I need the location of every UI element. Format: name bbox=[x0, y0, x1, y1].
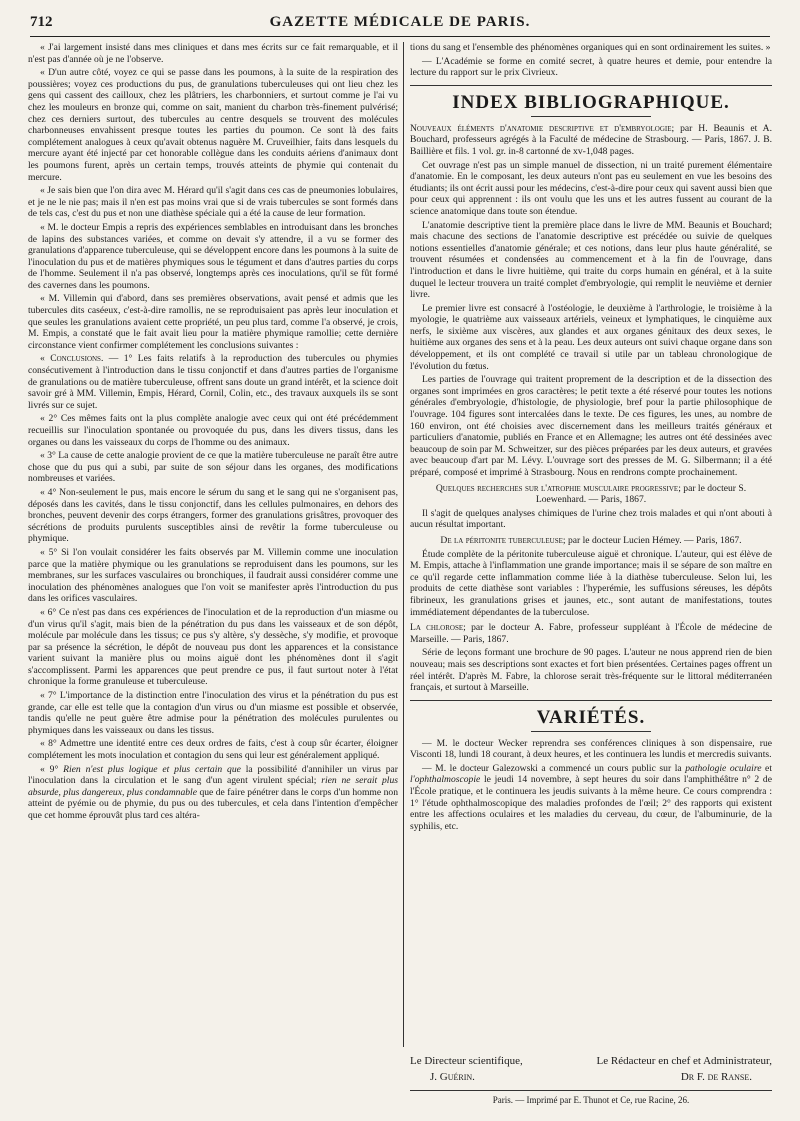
right-paragraph: — M. le docteur Wecker reprendra ses conférences cliniques à son dispensaire, rue Visconti 18, lundi 18 courant, à deux heures, et les continuera les lundis et mercredis suivants. bbox=[410, 737, 772, 761]
section-rule bbox=[410, 85, 772, 86]
text-run: la possibilité d'annihiler un virus par l'inoculation dans la circulation et le sang d'un agent virulent spécial; bbox=[28, 763, 398, 787]
left-paragraph: « 7° L'importance de la distinction entre l'inoculation des virus et la pénétration du pus est grande, car elle est telle que la contagion d'un virus ou d'un miasme est possible et observée, tandis qu'elle ne peut guère être admise pour la pénétration des molécules purulentes ou phymiques dans les vaisseaux ou dans les tissus. bbox=[28, 690, 398, 736]
book-title: De la péritonite tuberculeuse bbox=[440, 534, 563, 546]
right-paragraph: — L'Académie se forme en comité secret, à quatre heures et demie, pour entendre la lecture du rapport sur le prix Civrieux. bbox=[410, 55, 772, 79]
right-paragraph: Il s'agit de quelques analyses chimiques de l'urine chez trois malades et qui n'ont abouti à aucun résultat important. bbox=[410, 507, 772, 531]
left-paragraph: « 8° Admettre une identité entre ces deux ordres de faits, c'est à coup sûr écarter, éloigner complétement les mots inoculation et contagion du sens qui leur est généralement appliqué. bbox=[28, 738, 398, 762]
printer-imprint: Paris. — Imprimé par E. Thunot et Ce, rue Racine, 26. bbox=[492, 1095, 690, 1105]
left-paragraph: « D'un autre côté, voyez ce qui se passe dans les poumons, à la suite de la respiration des poussières; voyez ces productions du pus, de granulations tuberculeuses qui ont lieu chez les gens qui cassent des cailloux, chez les plâtriers, les charbonniers, et surtout comme je l'ai vu chez les mouleurs en bronze qui, comme on sait, manient du charbon très-finement pulvérisé; chez ces derniers surtout, des tubercules au centre desquels se trouvent des molécules charbonneuses envahissent presque toutes les parties du poumon. Ce sont là des faits complétement analogues à ceux qu'avait obtenus naguère M. Cruveilhier, faits dans lesquels du mercure ayant été injecté par cet honorable collègue dans les conduits aériens d'animaux dont les poumons furent, après un certain temps, trouvés atteints de phymie qui contenait du mercure. bbox=[28, 67, 398, 183]
book-title: La chlorose bbox=[410, 622, 464, 634]
book-entry-head bbox=[410, 535, 772, 547]
conclusions-text: — 1° Les faits relatifs à la reproduction des tubercules ou phymies consécutivement à l'introduction dans le tissu conjonctif et dans d'autres parties de l'organisme de granulations ou de matière tuberculeuse, offrent sans doute un grand intérêt, et la science doit savoir gré à MM. Villemin, Empis, Hérard, Cornil, Colin, etc., des travaux auxquels ils se sont livrés sur ce sujet. bbox=[28, 353, 398, 411]
text-run: « 9° bbox=[40, 763, 64, 775]
editor-label: Le Rédacteur en chef et Administrateur, bbox=[596, 1055, 772, 1067]
section-rule bbox=[410, 700, 772, 701]
footer-rule bbox=[410, 1090, 772, 1091]
journal-title: GAZETTE MÉDICALE DE PARIS. bbox=[269, 14, 531, 30]
book-entry-head bbox=[410, 622, 772, 645]
left-paragraph: « J'ai largement insisté dans mes cliniques et dans mes écrits sur ce fait remarquable, et il n'est pas d'année où je ne l'observe. bbox=[28, 42, 398, 65]
right-paragraph: Série de leçons formant une brochure de 90 pages. L'auteur ne nous apprend rien de bien nouveau; mais ses descriptions sont exactes et fort bien présentées. Certaines pages offrent un réel intérêt. D'après M. Fabre, la chlorose serait très-fréquente sur le littoral méditerranéen français, et surtout à Marseille. bbox=[410, 647, 772, 694]
editor-name: Dr F. de Ranse. bbox=[680, 1071, 752, 1083]
left-paragraph: « 2° Ces mêmes faits ont la plus complète analogie avec ceux qui ont été précédemment recueillis sur l'inoculation spontanée ou provoquée du pus, dans les divers tissus, dans les organes ou dans les vaisseaux du corps de l'homme ou des animaux. bbox=[28, 413, 398, 448]
italic-run: pathologie oculaire bbox=[685, 762, 762, 774]
conclusions-paragraph bbox=[28, 353, 398, 411]
book-details: ; par le docteur A. Fabre, professeur suppléant à l'École de médecine de Marseille. — Paris, 1867. bbox=[410, 622, 772, 645]
book-details: ; par le docteur Lucien Hémey. — Paris, 1867. bbox=[562, 534, 742, 546]
book-entry-head bbox=[410, 123, 772, 158]
italic-run: l'ophthalmoscopie bbox=[410, 774, 481, 786]
book-title: Nouveaux éléments d'anatomie descriptive et d'embryologie bbox=[410, 122, 672, 134]
title-rule bbox=[531, 731, 651, 732]
italic-run: Rien n'est plus logique et plus certain que bbox=[63, 763, 241, 775]
director-name: J. Guérin. bbox=[430, 1071, 475, 1083]
right-paragraph: tions du sang et l'ensemble des phénomènes organiques qui en sont ordinairement les suites. » bbox=[410, 42, 771, 53]
left-paragraph: « M. Villemin qui d'abord, dans ses premières observations, avait pensé et admis que les tubercules dits caséeux, c'est-à-dire ramollis, ne se reproduisaient pas après leur inoculation et que seules les granulations avaient cette propriété, un peu plus tard, comme l'a observé, je crois, M. Empis, a constaté que le fait avait lieu pour la matière phymique ramollie; cette dernière circonstance vient confirmer complétement les conclusions suivantes : bbox=[28, 293, 398, 351]
text-run: — M. le docteur Galezowski a commencé un cours public sur la bbox=[422, 762, 686, 774]
book-details: ; par H. Beaunis et A. Bouchard, professeurs agrégés à la Faculté de médecine de Strasbourg. — Paris, 1867. J. B. Baillière et fils. 1 vol. gr. in-8 cartonné de xv-1,048 pages. bbox=[410, 122, 772, 157]
italic-run: rien ne serait plus absurde, plus dangereux, plus condamnable bbox=[28, 775, 398, 798]
right-paragraph: Cet ouvrage n'est pas un simple manuel de dissection, ni un traité purement élémentaire d'anatomie. En le composant, les deux auteurs n'ont pas eu seulement en vue les besoins des étudiants; ils ont écrit aussi pour les médecins, c'est-à-dire pour ceux qui savent aussi bien que pour ceux qui apprennent : ils ont voulu que les uns et les autres fussent au courant de la science anatomique dans toute son étendue. bbox=[410, 159, 772, 217]
director-label: Le Directeur scientifique, bbox=[410, 1055, 523, 1067]
page-number: 712 bbox=[30, 14, 53, 30]
text-run: et bbox=[761, 762, 772, 774]
right-paragraph: Les parties de l'ouvrage qui traitent proprement de la description et de la dissection des organes sont imprimées en gros caractères; le petit texte a été réservé pour toutes les notions générales d'embryologie, d'histologie, de physiologie, bref pour la partie philosophique de l'ouvrage. 104 figures sont intercalées dans le texte. De ces figures, les unes, au nombre de 160 environ, ont été choisies avec discernement dans les meilleurs traités généraux et particuliers d'anatomie, publiés en France et en Allemagne; les autres ont été dessinées avec beaucoup de soin par M. Schweitzer, sur des pièces préparées par les deux auteurs, et gravées avec beaucoup d'art par M. Lévy. L'ouvrage sort des presses de M. G. Silbermann; il a été préparé, composé et imprimé à Strasbourg. Nous en rendrons compte prochainement. bbox=[410, 374, 772, 478]
right-paragraph: L'anatomie descriptive tient la première place dans le livre de MM. Beaunis et Bouchard; mais chacune des sections de l'anatomie descriptive est précédée ou suivie de quelques notions essentielles d'anatomie générale; et ces notions, dans leur plus haute généralité, se trouvent résumées et condensées au commencement et à la fin de l'ouvrage, dans l'introduction et dans le livre huitième, qui traite du corps humain en général, et à la suite duquel le lecteur trouvera un traité complet d'embryologie, qui remplit le neuvième et dernier livre. bbox=[410, 219, 772, 301]
right-paragraph: Le premier livre est consacré à l'ostéologie, le deuxième à l'arthrologie, le troisième à la myologie, le quatrième aux vaisseaux artériels, veineux et lymphatiques, le cinquième aux nerfs, le sixième aux viscères, aux glandes et aux organes génitaux des deux sexes, le huitième aux organes des sens et à la peau. Les deux auteurs ont suivi chaque organe dans son développement, et ils ont complété ce travail si utile par un tableau chronologique de l'évolution du fœtus. bbox=[410, 302, 772, 372]
right-column bbox=[410, 42, 772, 1047]
title-rule bbox=[531, 116, 651, 117]
left-paragraph: « 5° Si l'on voulait considérer les faits observés par M. Villemin comme une inoculation parce que la matière phymique ou les granulations se reproduisent dans les poumons, sur les membranes, sur les surfaces vasculaires ou bronchiques, il faudrait aussi considérer comme une inoculation des phénomènes analogues que l'on voit se manifester après l'introduction du pus dans les orifices vasculaires. bbox=[28, 546, 398, 605]
signature-block bbox=[410, 1055, 772, 1083]
left-paragraph: « Je sais bien que l'on dira avec M. Hérard qu'il s'agit dans ces cas de pneumonies lobulaires, et je ne le nie pas; mais il n'en est pas moins vrai que si de vrais tubercules se sont formés dans de tels cas, c'est du pus et non une diathèse spéciale qui a été la cause de leur formation. bbox=[28, 185, 398, 220]
left-paragraph bbox=[28, 764, 398, 822]
page-header bbox=[30, 10, 770, 37]
left-paragraph: « 4° Non-seulement le pus, mais encore le sérum du sang et le sang qui ne s'organisent pas, déposés dans les cavités, dans le tissu conjonctif, dans les cellules pulmonaires, en dehors des bronches, peuvent devenir des corps étrangers, former des granulations grisâtres, provoquer des sécrétions de produits purulents susceptibles ainsi de revêtir la forme tuberculeuse ou phymique. bbox=[28, 486, 398, 545]
right-paragraph: Étude complète de la péritonite tuberculeuse aiguë et chronique. L'auteur, qui est élève de M. Empis, attache à l'inflammation une grande importance; mais il se sépare de son maître en ce qu'il regarde cette inflammation comme liée à la diathèse tuberculeuse. Selon lui, les produits de cette diathèse sont variables : l'hyperémie, les suffusions séreuses, les dépôts fibrineux, les granulations grises et jaunes, etc., sont autant de manifestations, toutes immédiatement dépendantes de la tuberculose. bbox=[410, 548, 772, 618]
book-title: Quelques recherches sur l'atrophie musculaire progressive bbox=[435, 482, 679, 494]
book-entry-head bbox=[410, 483, 772, 506]
text-run: le jeudi 14 novembre, à sept heures du soir dans l'amphithéâtre n° 2 de l'École pratique, et le continuera les jeudis suivants à la même heure. Ce cours comprendra : 1° l'étude ophthalmoscopique des maladies profondes de l'œil; 2° des rapports qui existent entre les affections oculaires et les maladies du cerveau, du cœur, de l'albuminurie, de la syphilis, etc. bbox=[410, 774, 772, 832]
book-details: ; par le docteur S. Loewenhard. — Paris, 1867. bbox=[535, 482, 747, 506]
left-paragraph: « 3° La cause de cette analogie provient de ce que la matière tuberculeuse ne paraît être autre chose que du pus qui a subi, par suite de son séjour dans les organes, des modifications nombreuses et variées. bbox=[28, 450, 398, 485]
index-title: INDEX BIBLIOGRAPHIQUE. bbox=[452, 91, 730, 113]
conclusions-label: « Conclusions. bbox=[40, 353, 104, 365]
right-paragraph bbox=[410, 763, 772, 833]
text-run: que de faire pénétrer dans le corps d'un homme non atteint de pyémie ou de phymie, du pus ou des tubercules, et cela dans l'intention d'empêcher que cet homme éprouvât plus tard ces altéra- bbox=[28, 786, 398, 821]
left-paragraph: « M. le docteur Empis a repris des expériences semblables en introduisant dans les bronches de lapins des substances variées, et comme on devait s'y attendre, il a vu se former des granulations d'apparence tuberculeuse, qui se développent encore dans les poumons à la suite de l'inoculation du pus et de matières phymiques sous le tégument et dans d'autres parties du corps de l'homme. Seulement il n'a pas observé, longtemps après ces inoculations, qu'il se fût formé des cavernes dans les poumons. bbox=[28, 221, 398, 291]
left-column bbox=[28, 42, 398, 1047]
varietes-title: VARIÉTÉS. bbox=[536, 706, 646, 728]
column-divider bbox=[403, 42, 404, 1047]
left-paragraph: « 6° Ce n'est pas dans ces expériences de l'inoculation et de la reproduction d'un miasme ou d'un virus qu'il s'agit, mais bien de la pénétration du pus dans les vaisseaux et de son dépôt, molécule par molécule dans les tissus; ce pus s'y altère, s'y dessèche, s'y modifie, et provoque par sa présence la sécrétion, le dépôt de nouveau pus dont les apparences et la consistance varient suivant la manière plus ou moins aiguë dont les phénomènes dont il s'agit s'accomplissent. Parmi les apparences que peut prendre ce pus, il faut surtout noter à l'état chronique la forme granuleuse et tuberculeuse. bbox=[28, 606, 398, 688]
